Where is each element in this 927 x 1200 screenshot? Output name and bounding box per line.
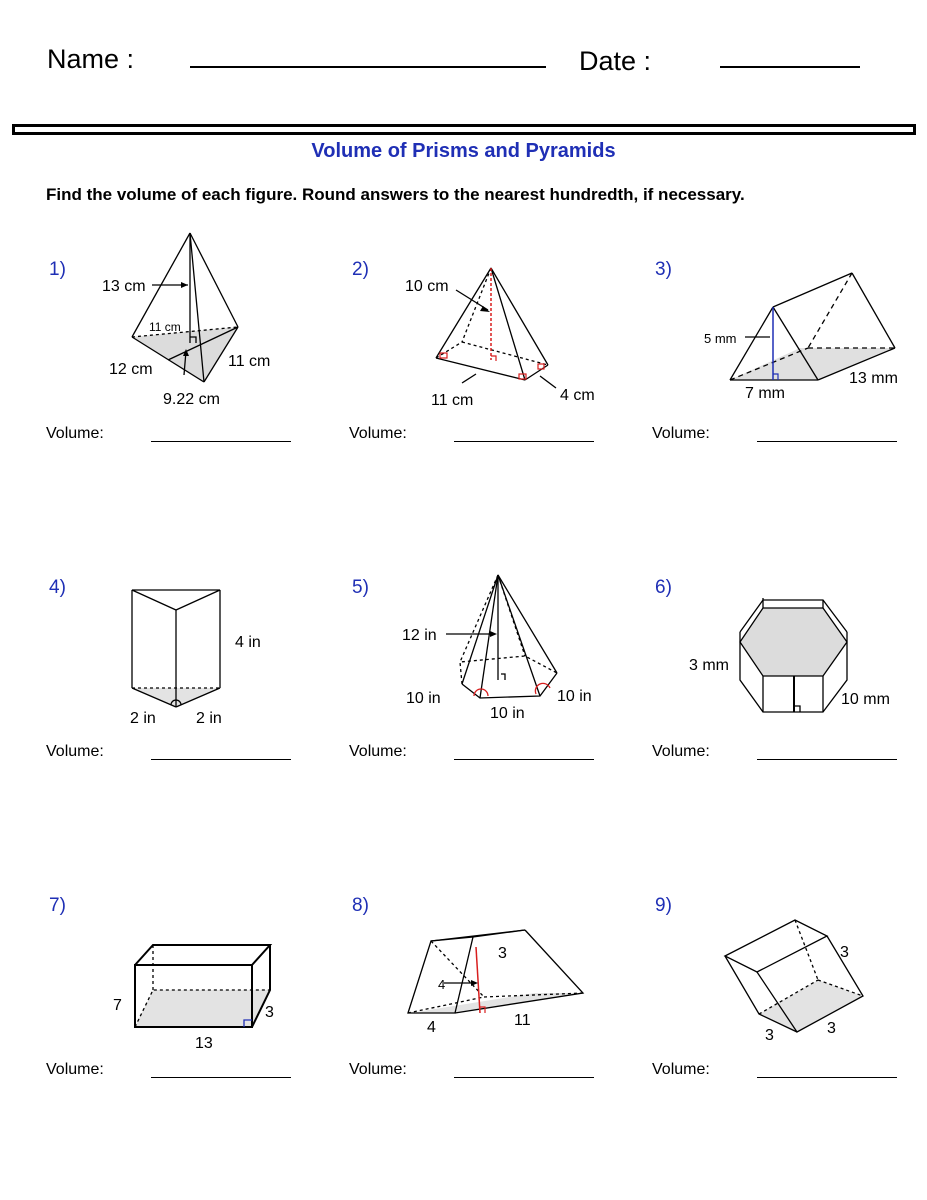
problem-number: 4) bbox=[49, 577, 66, 598]
upright-triangular-prism-figure bbox=[120, 585, 280, 730]
fig6-label: 10 mm bbox=[841, 691, 890, 708]
fig5-label: 10 in bbox=[490, 705, 525, 722]
fig1-label: 9.22 cm bbox=[163, 391, 220, 408]
fig3-label: 13 mm bbox=[849, 370, 898, 387]
fig7-label: 13 bbox=[195, 1035, 213, 1052]
date-label: Date : bbox=[579, 46, 652, 76]
name-field[interactable] bbox=[190, 66, 546, 68]
problem-number: 6) bbox=[655, 577, 672, 598]
answer-line[interactable] bbox=[454, 1077, 594, 1078]
fig4-label: 2 in bbox=[130, 710, 156, 727]
volume-label: Volume: bbox=[46, 743, 104, 760]
instructions: Find the volume of each figure. Round answers to the nearest hundredth, if necessary. bbox=[46, 185, 745, 204]
answer-line[interactable] bbox=[151, 441, 291, 442]
pentagonal-pyramid-figure bbox=[400, 570, 610, 730]
fig3-label: 5 mm bbox=[704, 331, 737, 346]
date-field[interactable] bbox=[720, 66, 860, 68]
problem-number: 1) bbox=[49, 259, 66, 280]
fig1-label: 11 cm bbox=[149, 320, 181, 334]
answer-line[interactable] bbox=[151, 1077, 291, 1078]
volume-label: Volume: bbox=[652, 743, 710, 760]
volume-label: Volume: bbox=[46, 425, 104, 442]
fig1-label: 13 cm bbox=[102, 278, 146, 295]
fig2-label: 4 cm bbox=[560, 387, 595, 404]
triangular-pyramid-figure bbox=[100, 225, 290, 415]
fig9-label: 3 bbox=[840, 944, 849, 961]
volume-label: Volume: bbox=[349, 1061, 407, 1078]
fig4-label: 4 in bbox=[235, 634, 261, 651]
fig5-label: 10 in bbox=[557, 688, 592, 705]
fig4-label: 2 in bbox=[196, 710, 222, 727]
fig7-label: 7 bbox=[113, 997, 122, 1014]
volume-label: Volume: bbox=[46, 1061, 104, 1078]
fig9-label: 3 bbox=[827, 1020, 836, 1037]
fig9-label: 3 bbox=[765, 1027, 774, 1044]
name-label: Name : bbox=[47, 44, 135, 74]
volume-label: Volume: bbox=[652, 425, 710, 442]
problem-number: 9) bbox=[655, 895, 672, 916]
problem-number: 3) bbox=[655, 259, 672, 280]
rectangular-pyramid-figure bbox=[400, 260, 610, 410]
volume-label: Volume: bbox=[349, 425, 407, 442]
fig8-label: 4 bbox=[438, 977, 446, 992]
fig5-label: 10 in bbox=[406, 690, 441, 707]
fig5-label: 12 in bbox=[402, 627, 437, 644]
answer-line[interactable] bbox=[757, 441, 897, 442]
fig8-label: 4 bbox=[427, 1019, 436, 1036]
answer-line[interactable] bbox=[454, 441, 594, 442]
volume-label: Volume: bbox=[349, 743, 407, 760]
problem-number: 7) bbox=[49, 895, 66, 916]
cube-figure bbox=[715, 910, 885, 1045]
answer-line[interactable] bbox=[757, 1077, 897, 1078]
problem-number: 8) bbox=[352, 895, 369, 916]
rectangular-prism-figure bbox=[105, 935, 295, 1060]
fig1-label: 11 cm bbox=[228, 353, 271, 370]
fig2-label: 11 cm bbox=[431, 392, 474, 409]
triangular-prism-figure bbox=[700, 265, 915, 405]
hexagonal-prism-figure bbox=[685, 595, 905, 725]
worksheet-title: Volume of Prisms and Pyramids bbox=[311, 140, 616, 162]
fig3-label: 7 mm bbox=[745, 385, 785, 402]
trapezoidal-prism-figure bbox=[400, 925, 600, 1040]
fig8-label: 3 bbox=[498, 945, 507, 962]
fig7-label: 3 bbox=[265, 1004, 274, 1021]
fig8-label: 11 bbox=[514, 1012, 531, 1029]
fig2-label: 10 cm bbox=[405, 278, 449, 295]
answer-line[interactable] bbox=[454, 759, 594, 760]
problem-number: 2) bbox=[352, 259, 369, 280]
header-divider bbox=[12, 124, 916, 135]
fig6-label: 3 mm bbox=[689, 657, 729, 674]
problem-number: 5) bbox=[352, 577, 369, 598]
fig1-label: 12 cm bbox=[109, 361, 153, 378]
answer-line[interactable] bbox=[151, 759, 291, 760]
volume-label: Volume: bbox=[652, 1061, 710, 1078]
answer-line[interactable] bbox=[757, 759, 897, 760]
